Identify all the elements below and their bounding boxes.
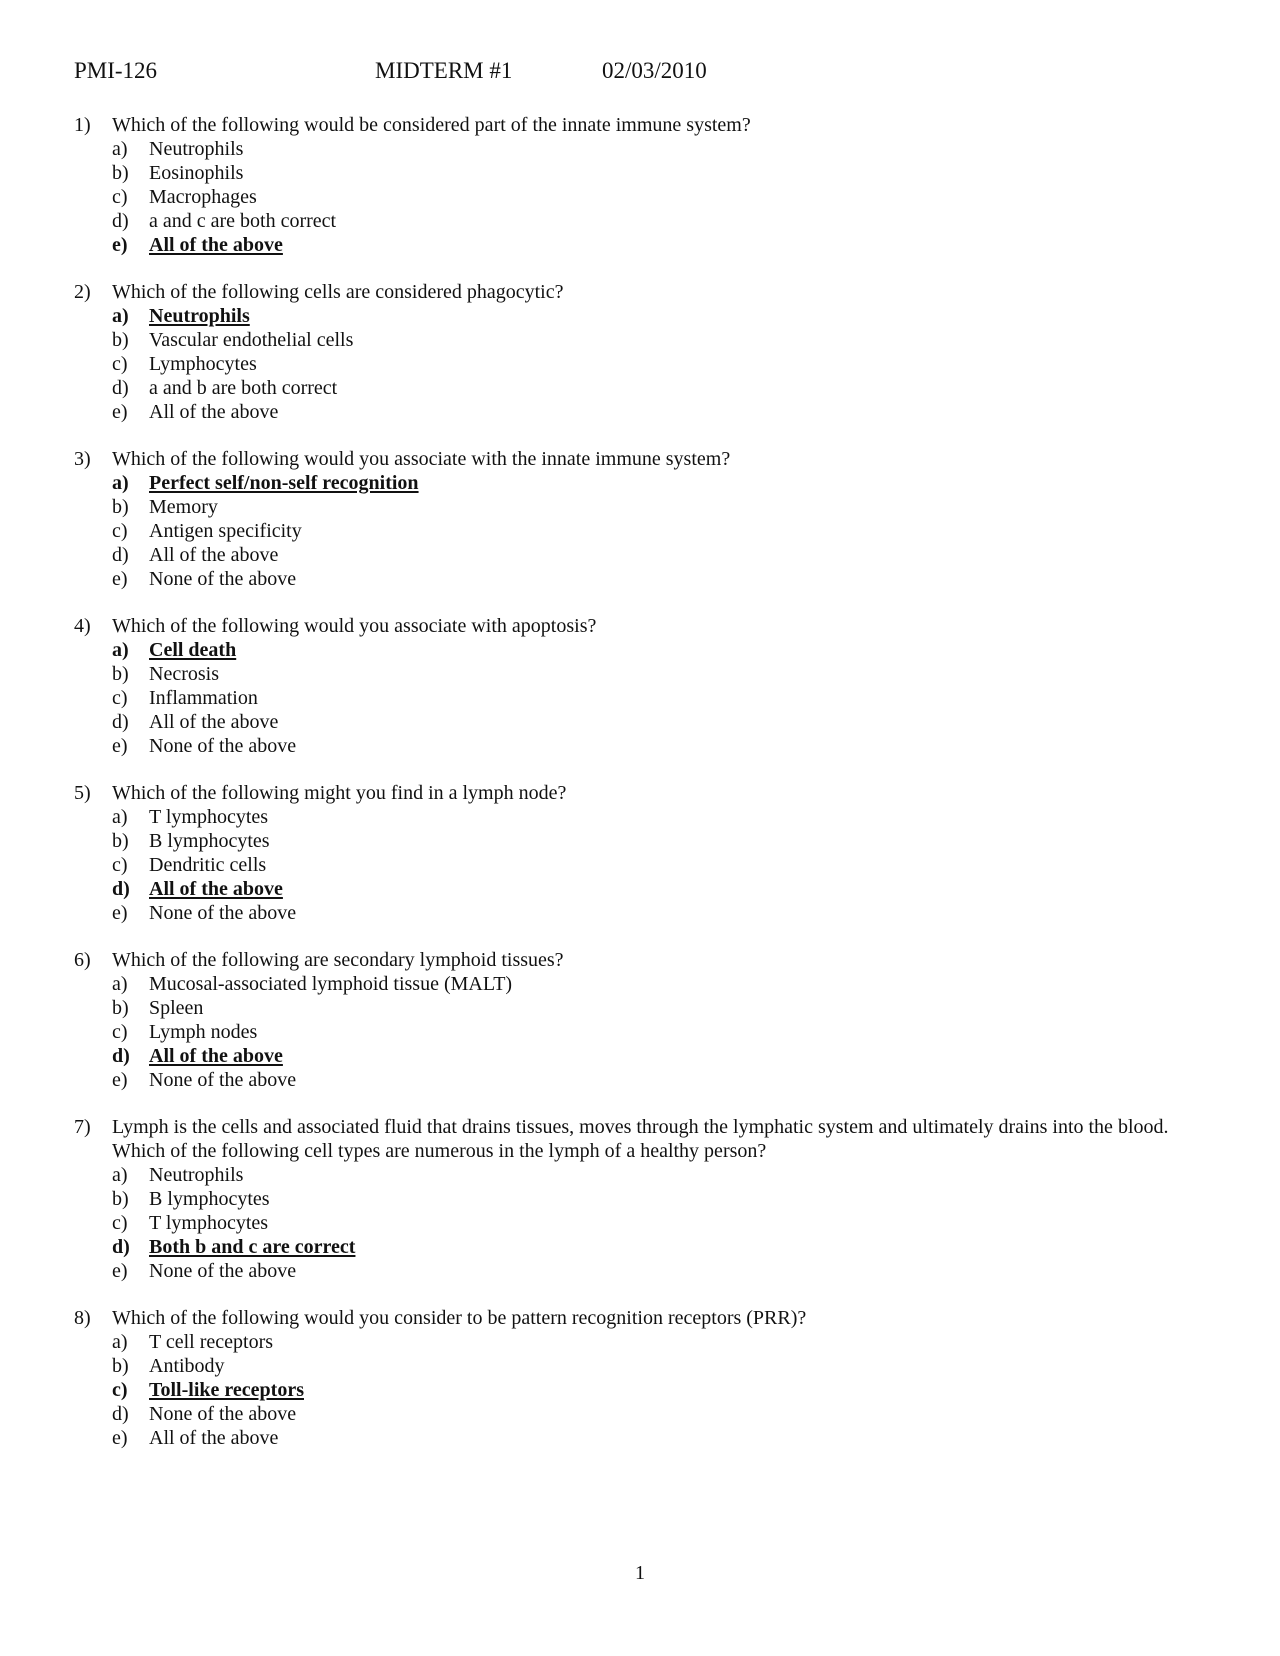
question-number: 4) xyxy=(74,615,91,637)
question-text: Lymph is the cells and associated fluid that drains tissues, moves through the lymphatic system and ultimately drains into the blood. Which of the following cell types are numerous in the lymph of a healthy person? xyxy=(112,1116,1169,1162)
question-text: Which of the following would be considered part of the innate immune system? xyxy=(112,114,751,136)
answer-option xyxy=(112,1187,1184,1211)
answer-option xyxy=(112,853,1184,877)
question-text: Which of the following would you associate with the innate immune system? xyxy=(112,448,731,470)
option-text: None of the above xyxy=(149,1260,297,1282)
option-text: Cell death xyxy=(149,639,237,661)
option-text: Antigen specificity xyxy=(149,520,302,542)
answer-option xyxy=(112,1330,1184,1354)
question-text: Which of the following are secondary lymphoid tissues? xyxy=(112,949,564,971)
option-letter: e) xyxy=(112,1069,128,1091)
option-text: B lymphocytes xyxy=(149,1188,270,1210)
answer-option-correct xyxy=(112,304,1184,328)
option-letter: a) xyxy=(112,1331,128,1353)
option-text: Dendritic cells xyxy=(149,854,267,876)
answer-option xyxy=(112,376,1184,400)
question-3 xyxy=(74,447,1184,591)
option-text: Spleen xyxy=(149,997,204,1019)
answer-option-correct xyxy=(112,233,1184,257)
answer-option xyxy=(112,734,1184,758)
question-6 xyxy=(74,948,1184,1092)
answer-option xyxy=(112,328,1184,352)
question-text: Which of the following would you associate with apoptosis? xyxy=(112,615,597,637)
option-text: T cell receptors xyxy=(149,1331,274,1353)
exam-title: MIDTERM #1 xyxy=(375,58,513,83)
question-stem xyxy=(74,781,1184,805)
answer-option xyxy=(112,1020,1184,1044)
answer-options xyxy=(74,1330,1184,1450)
answer-options xyxy=(74,471,1184,591)
question-stem xyxy=(74,280,1184,304)
option-letter: a) xyxy=(112,472,129,494)
answer-option xyxy=(112,901,1184,925)
answer-option xyxy=(112,1354,1184,1378)
question-number: 7) xyxy=(74,1116,91,1138)
question-stem xyxy=(74,1306,1184,1330)
option-letter: d) xyxy=(112,878,130,900)
page-number: 1 xyxy=(635,1562,645,1584)
option-letter: d) xyxy=(112,1236,130,1258)
question-list xyxy=(74,113,1184,1473)
answer-option xyxy=(112,972,1184,996)
option-text: All of the above xyxy=(149,878,283,900)
option-letter: d) xyxy=(112,711,129,733)
option-letter: b) xyxy=(112,329,129,351)
option-text: Toll-like receptors xyxy=(149,1379,304,1401)
option-letter: c) xyxy=(112,1021,128,1043)
option-text: All of the above xyxy=(149,544,279,566)
question-text: Which of the following cells are considered phagocytic? xyxy=(112,281,564,303)
answer-option xyxy=(112,1259,1184,1283)
answer-option xyxy=(112,1068,1184,1092)
option-text: Inflammation xyxy=(149,687,258,709)
option-text: Antibody xyxy=(149,1355,225,1377)
question-text: Which of the following would you consider to be pattern recognition receptors (PRR)? xyxy=(112,1307,807,1329)
answer-option xyxy=(112,352,1184,376)
option-text: Eosinophils xyxy=(149,162,244,184)
answer-option xyxy=(112,1211,1184,1235)
answer-options xyxy=(74,805,1184,925)
option-letter: c) xyxy=(112,353,128,375)
option-text: Both b and c are correct xyxy=(149,1236,356,1258)
option-text: All of the above xyxy=(149,1045,283,1067)
option-text: None of the above xyxy=(149,568,297,590)
option-text: T lymphocytes xyxy=(149,1212,269,1234)
answer-option xyxy=(112,519,1184,543)
option-letter: b) xyxy=(112,663,129,685)
option-letter: e) xyxy=(112,234,128,256)
answer-options xyxy=(74,972,1184,1092)
option-letter: a) xyxy=(112,806,128,828)
answer-option xyxy=(112,686,1184,710)
option-text: Neutrophils xyxy=(149,138,244,160)
option-letter: a) xyxy=(112,305,129,327)
option-text: T lymphocytes xyxy=(149,806,269,828)
question-stem xyxy=(74,1115,1184,1163)
answer-option xyxy=(112,543,1184,567)
question-4 xyxy=(74,614,1184,758)
question-number: 1) xyxy=(74,114,91,136)
option-letter: c) xyxy=(112,520,128,542)
answer-option xyxy=(112,185,1184,209)
exam-date: 02/03/2010 xyxy=(602,58,707,83)
answer-option xyxy=(112,996,1184,1020)
option-text: All of the above xyxy=(149,711,279,733)
question-1 xyxy=(74,113,1184,257)
option-letter: e) xyxy=(112,568,128,590)
option-letter: e) xyxy=(112,401,128,423)
option-text: None of the above xyxy=(149,735,297,757)
option-letter: b) xyxy=(112,830,129,852)
option-text: Lymphocytes xyxy=(149,353,257,375)
option-letter: e) xyxy=(112,902,128,924)
option-text: Lymph nodes xyxy=(149,1021,258,1043)
option-letter: c) xyxy=(112,1212,128,1234)
question-number: 3) xyxy=(74,448,91,470)
answer-option-correct xyxy=(112,638,1184,662)
option-letter: e) xyxy=(112,1427,128,1449)
answer-options xyxy=(74,137,1184,257)
option-letter: b) xyxy=(112,1188,129,1210)
option-letter: a) xyxy=(112,138,128,160)
answer-option xyxy=(112,805,1184,829)
option-letter: b) xyxy=(112,162,129,184)
option-letter: c) xyxy=(112,854,128,876)
question-5 xyxy=(74,781,1184,925)
option-text: None of the above xyxy=(149,1403,297,1425)
option-letter: d) xyxy=(112,377,129,399)
option-text: All of the above xyxy=(149,1427,279,1449)
answer-option xyxy=(112,400,1184,424)
answer-option xyxy=(112,710,1184,734)
page-header xyxy=(74,58,1174,92)
option-letter: d) xyxy=(112,1403,129,1425)
answer-options xyxy=(74,638,1184,758)
answer-option xyxy=(112,567,1184,591)
option-text: Necrosis xyxy=(149,663,219,685)
option-letter: a) xyxy=(112,1164,128,1186)
course-code: PMI-126 xyxy=(74,58,158,83)
question-8 xyxy=(74,1306,1184,1450)
answer-option-correct xyxy=(112,877,1184,901)
option-letter: d) xyxy=(112,1045,130,1067)
option-text: Vascular endothelial cells xyxy=(149,329,354,351)
option-letter: c) xyxy=(112,1379,128,1401)
question-number: 6) xyxy=(74,949,91,971)
option-letter: a) xyxy=(112,973,128,995)
answer-options xyxy=(74,1163,1184,1283)
question-text: Which of the following might you find in a lymph node? xyxy=(112,782,567,804)
answer-option xyxy=(112,662,1184,686)
answer-option xyxy=(112,1163,1184,1187)
option-text: None of the above xyxy=(149,902,297,924)
answer-option-correct xyxy=(112,1044,1184,1068)
question-7 xyxy=(74,1115,1184,1283)
answer-option-correct xyxy=(112,1378,1184,1402)
option-text: Neutrophils xyxy=(149,1164,244,1186)
option-letter: e) xyxy=(112,1260,128,1282)
option-text: Perfect self/non-self recognition xyxy=(149,472,419,494)
question-number: 5) xyxy=(74,782,91,804)
answer-option xyxy=(112,1426,1184,1450)
answer-option xyxy=(112,137,1184,161)
answer-option xyxy=(112,495,1184,519)
question-number: 8) xyxy=(74,1307,91,1329)
option-letter: d) xyxy=(112,544,129,566)
option-text: Memory xyxy=(149,496,218,518)
option-letter: c) xyxy=(112,186,128,208)
question-stem xyxy=(74,614,1184,638)
option-text: Macrophages xyxy=(149,186,257,208)
answer-option xyxy=(112,209,1184,233)
answer-option xyxy=(112,161,1184,185)
answer-option-correct xyxy=(112,471,1184,495)
question-stem xyxy=(74,447,1184,471)
answer-option-correct xyxy=(112,1235,1184,1259)
answer-options xyxy=(74,304,1184,424)
option-text: Mucosal-associated lymphoid tissue (MALT) xyxy=(149,973,513,995)
question-number: 2) xyxy=(74,281,91,303)
option-letter: b) xyxy=(112,997,129,1019)
option-letter: d) xyxy=(112,210,129,232)
option-letter: b) xyxy=(112,1355,129,1377)
option-text: a and b are both correct xyxy=(149,377,338,399)
option-text: a and c are both correct xyxy=(149,210,337,232)
option-text: All of the above xyxy=(149,401,279,423)
option-letter: c) xyxy=(112,687,128,709)
option-letter: e) xyxy=(112,735,128,757)
option-letter: b) xyxy=(112,496,129,518)
answer-option xyxy=(112,829,1184,853)
option-letter: a) xyxy=(112,639,129,661)
question-stem xyxy=(74,113,1184,137)
option-text: None of the above xyxy=(149,1069,297,1091)
option-text: B lymphocytes xyxy=(149,830,270,852)
option-text: All of the above xyxy=(149,234,283,256)
question-2 xyxy=(74,280,1184,424)
option-text: Neutrophils xyxy=(149,305,250,327)
answer-option xyxy=(112,1402,1184,1426)
question-stem xyxy=(74,948,1184,972)
